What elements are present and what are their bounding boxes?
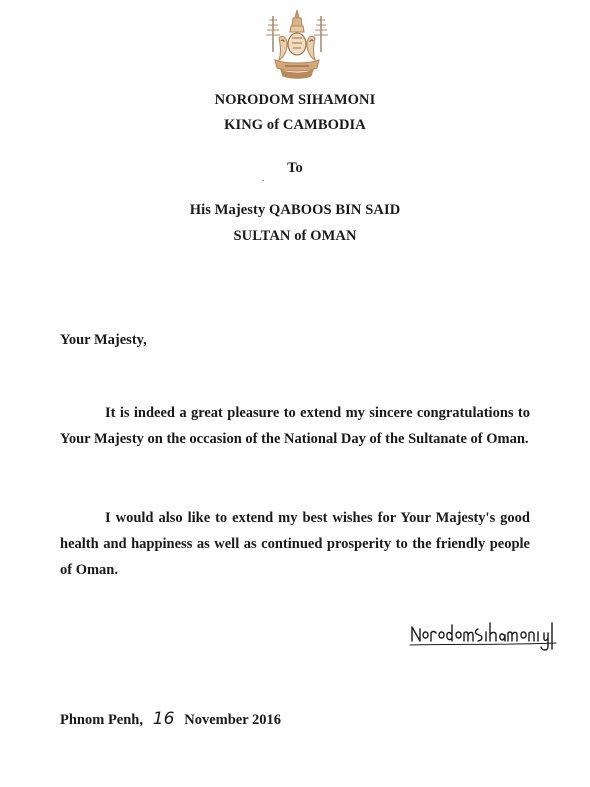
address-to: To xyxy=(287,160,303,176)
royal-arms-icon xyxy=(259,8,335,80)
body-paragraph: It is indeed a great pleasure to extend my sincere congratulations to Your Majesty on the occasion of the National Day of the Sultanate of Oman. xyxy=(60,405,530,447)
recipient-name: His Majesty QABOOS BIN SAID xyxy=(189,202,401,218)
sender-name: NORODOM SIHAMONI xyxy=(214,92,376,108)
sender-title: KING of CAMBODIA xyxy=(224,117,366,133)
recipient-title: SULTAN of OMAN xyxy=(233,228,357,244)
closing-line xyxy=(60,709,281,729)
closing-place: Phnom Penh, xyxy=(60,712,143,728)
body-paragraph: I would also like to extend my best wishes for Your Majesty's good health and happiness as well as continued prosperity to the friendly people of Oman. xyxy=(60,510,530,578)
signature-icon xyxy=(408,617,560,653)
salutation: Your Majesty, xyxy=(60,332,147,348)
closing-day: 16 xyxy=(152,709,175,729)
closing-month-year: November 2016 xyxy=(184,712,282,728)
paper-speck xyxy=(262,180,264,181)
